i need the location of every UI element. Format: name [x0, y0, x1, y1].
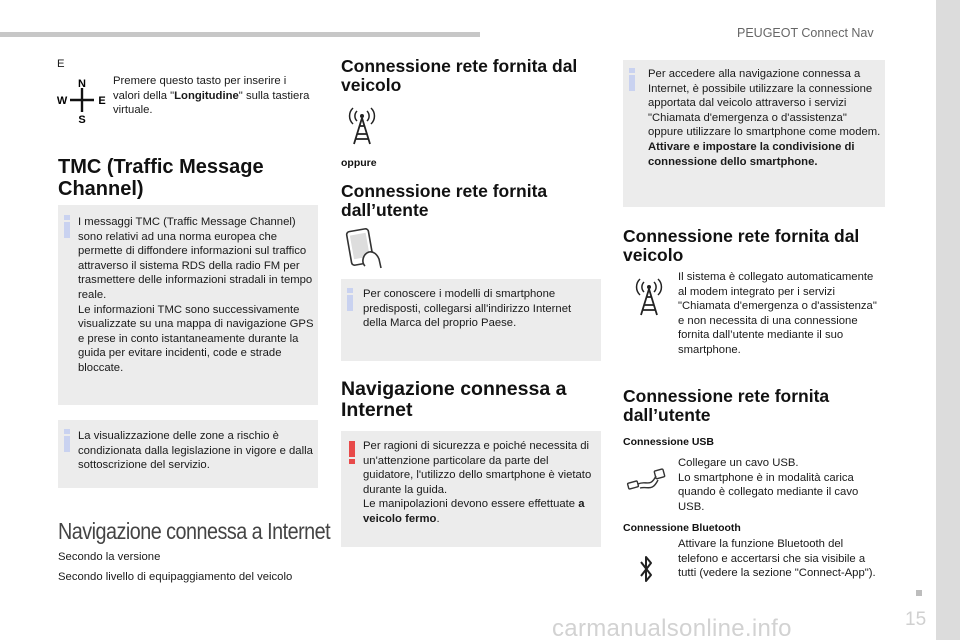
connected-nav-title: Navigazione connessa a Internet [341, 378, 567, 421]
equipment-note: Secondo livello di equipaggiamento del veicolo [58, 571, 293, 583]
usb-cable-icon [626, 466, 666, 494]
vehicle-connection-title-2: Connessione rete fornita dal veicolo [623, 226, 860, 265]
version-note: Secondo la versione [58, 551, 161, 563]
e-label: E [57, 58, 65, 70]
page-header-title: PEUGEOT Connect Nav [737, 26, 874, 40]
zones-info-box [58, 420, 318, 488]
bluetooth-icon [638, 553, 654, 585]
bluetooth-label: Connessione Bluetooth [623, 522, 741, 534]
side-tab [936, 0, 960, 640]
access-info-text: Per accedere alla navigazione connessa a Internet, è possibile utilizzare la connessione apportata dal veicolo attraverso i servizi "Chiamata d'emergenza o d'assistenza" oppure utilizzare lo smartphone come modem. Attivare e impostare la condivisione di connessione dello smartphone. [648, 68, 881, 168]
compass-n: N [78, 78, 86, 90]
tmc-info-box [58, 205, 318, 405]
compass-description: Premere questo tasto per inserire i valori della "Longitudine" sulla tastiera virtuale. [113, 75, 310, 117]
smartphone-icon [341, 226, 385, 270]
access-info-box [623, 60, 885, 207]
user-connection-title: Connessione rete fornita dall’utente [341, 181, 548, 220]
warning-box [341, 431, 601, 547]
antenna-icon [344, 106, 380, 146]
compass-nwes-icon [58, 78, 106, 126]
nav-section-title: Navigazione connessa a Internet [58, 518, 331, 544]
zones-info-text: La visualizzazione delle zone a rischio è condizionata dalla legislazione in vigore e dalla sottoscrizione del servizio. [78, 430, 313, 472]
tmc-info-text: I messaggi TMC (Traffic Message Channel) sono relativi ad una norma europea che permette di diffondere informazioni sul traffico attraverso il sistema RDS della radio FM per trasmettere delle informazioni stradali in tempo reale. Le informazioni TMC sono successivamente visualizzate su una mappa di navigazione GPS e prese in conto istantaneamente durante la guida per evitare incidenti, code e strade bloccate. [78, 216, 314, 374]
antenna-icon [631, 277, 667, 317]
vehicle-connection-text: Il sistema è collegato automaticamente al modem integrato per i servizi "Chiamata d'emergenza o d'assistenza" e non necessita di una connessione fornita dall’utente mediante il suo smartphone. [678, 271, 877, 356]
info-icon [64, 215, 70, 238]
watermark: carmanualsonline.info [552, 615, 792, 642]
page-marker [916, 590, 922, 596]
tmc-title: TMC (Traffic Message Channel) [58, 156, 264, 200]
top-rule [0, 32, 480, 37]
usb-text: Collegare un cavo USB. Lo smartphone è in modalità carica quando è collegato mediante il cavo USB. [678, 457, 859, 513]
info-icon [629, 68, 635, 91]
models-info-text: Per conoscere i modelli di smartphone predisposti, collegarsi all'indirizzo Internet della Marca del proprio Paese. [363, 288, 572, 330]
models-info-box [341, 279, 601, 361]
page-number: 15 [905, 609, 927, 630]
warning-text: Per ragioni di sicurezza e poiché necessita di un'attenzione particolare da parte del guidatore, l'utilizzo dello smartphone è vietato durante la guida. Le manipolazioni devono essere effettuate a veicolo fermo. [363, 440, 592, 525]
bluetooth-text: Attivare la funzione Bluetooth del telefono e accertarsi che sia visibile a tutti (vedere la sezione "Connect-App"). [678, 538, 876, 580]
user-connection-title-2: Connessione rete fornita dall’utente [623, 386, 830, 425]
compass-s: S [78, 114, 86, 126]
oppure-label: oppure [341, 157, 377, 169]
warning-icon [349, 441, 355, 464]
vehicle-connection-title: Connessione rete fornita dal veicolo [341, 56, 578, 95]
compass-e: E [98, 95, 106, 107]
info-icon [347, 288, 353, 311]
info-icon [64, 429, 70, 452]
compass-w: W [56, 95, 68, 107]
usb-label: Connessione USB [623, 436, 715, 448]
